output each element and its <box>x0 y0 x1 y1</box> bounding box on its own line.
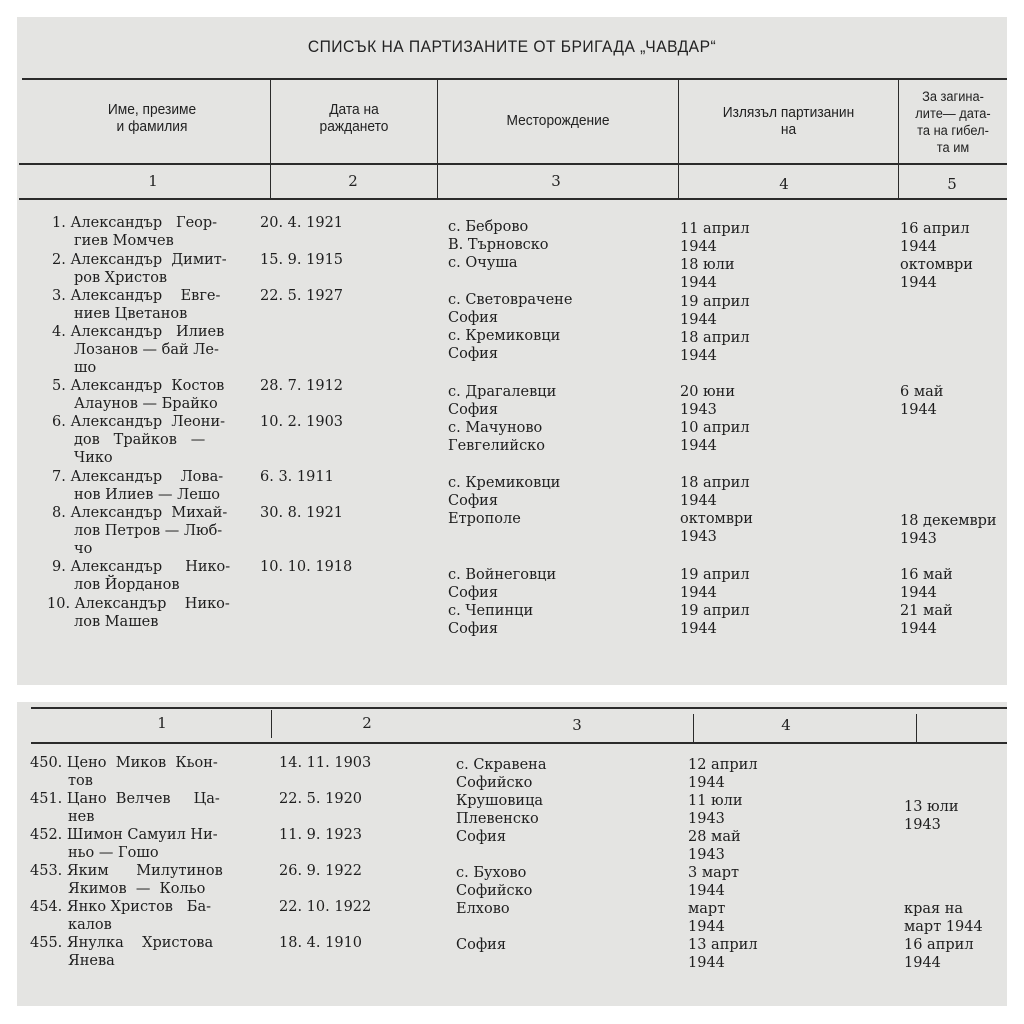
header-died: За загина- лите— дата- та на гибел- та им <box>915 89 991 155</box>
birthplace: с. Беброво В. Търновско <box>448 219 549 253</box>
name-line: тов <box>68 773 93 789</box>
birthplace: Етрополе <box>448 511 521 527</box>
birthplace: София <box>456 829 506 845</box>
name-line: 8. Александър Михай- <box>52 505 228 521</box>
name-line: 450. Цено Миков Кьон- <box>30 755 218 771</box>
header-bottom-rule <box>19 163 1007 165</box>
birth-date: 22. 10. 1922 <box>279 899 372 915</box>
name-line: 4. Александър Илиев <box>52 324 225 340</box>
name-line: лов Йорданов <box>74 577 180 593</box>
name-line: 5. Александър Костов <box>52 378 225 394</box>
joined-date: 10 април 1944 <box>680 420 750 454</box>
page-title: СПИСЪК НА ПАРТИЗАНИТЕ ОТ БРИГАДА „ЧАВДАР“ <box>307 37 717 56</box>
joined-date: 19 април 1944 <box>680 567 750 601</box>
column-number-3: 3 <box>572 716 582 734</box>
top-page-scan <box>17 17 1007 685</box>
birth-date: 10. 2. 1903 <box>260 414 344 430</box>
name-line: 452. Шимон Самуил Ни- <box>30 827 218 843</box>
name-line: 453. Яким Милутинов <box>30 863 223 879</box>
column-number-4: 4 <box>781 716 791 734</box>
table-top-rule <box>22 78 1007 80</box>
joined-date: 13 април 1944 <box>688 937 758 971</box>
name-line: ниев Цветанов <box>74 306 188 322</box>
birth-date: 18. 4. 1910 <box>279 935 363 951</box>
birthplace: с. Световрачене София <box>448 292 573 326</box>
birth-date: 30. 8. 1921 <box>260 505 344 521</box>
bottom-page-scan <box>17 702 1007 1006</box>
column-number-1: 1 <box>157 714 167 732</box>
joined-date: 19 април 1944 <box>680 603 750 637</box>
name-line: нев <box>68 809 95 825</box>
name-line: Якимов — Кольо <box>68 881 206 897</box>
birthplace: с. Чепинци София <box>448 603 534 637</box>
joined-date: 19 април 1944 <box>680 294 750 328</box>
birthplace: с. Очуша <box>448 255 518 271</box>
name-line: 10. Александър Нико- <box>47 596 230 612</box>
death-date: 6 май 1944 <box>900 384 944 418</box>
name-line: 451. Цано Велчев Ца- <box>30 791 220 807</box>
birth-date: 22. 5. 1920 <box>279 791 363 807</box>
birth-date: 15. 9. 1915 <box>260 252 344 268</box>
column-divider <box>437 79 438 199</box>
header-name: Име, презиме и фамилия <box>107 102 197 135</box>
name-line: нов Илиев — Лешо <box>74 487 221 503</box>
death-date: 16 април 1944 <box>900 221 970 255</box>
birthplace: с. Скравена Софийско <box>456 757 547 791</box>
joined-date: 11 юли 1943 <box>688 793 743 827</box>
header-joined: Излязъл партизанин на <box>722 105 855 138</box>
column-number-3: 3 <box>551 172 561 190</box>
column-divider <box>270 79 271 199</box>
death-date: края на март 1944 <box>904 901 983 935</box>
column-number-2: 2 <box>348 172 358 190</box>
name-line: дов Трайков — <box>74 432 206 448</box>
name-line: Янева <box>68 953 115 969</box>
name-line: шо <box>74 360 97 376</box>
birthplace: Елхово <box>456 901 510 917</box>
birthplace: с. Бухово Софийско <box>456 865 533 899</box>
name-line: гиев Момчев <box>74 233 174 249</box>
name-line: 9. Александър Нико- <box>52 559 231 575</box>
birth-date: 20. 4. 1921 <box>260 215 344 231</box>
death-date: 13 юли 1943 <box>904 799 959 833</box>
birth-date: 10. 10. 1918 <box>260 559 353 575</box>
birthplace: с. Драгалевци София <box>448 384 557 418</box>
header-birth-date: Дата на раждането <box>319 102 389 135</box>
name-line: ров Христов <box>74 270 168 286</box>
column-divider <box>678 79 679 199</box>
death-date: октомври 1944 <box>900 257 973 291</box>
column-number-1: 1 <box>148 172 158 190</box>
birthplace: с. Кремиковци София <box>448 475 561 509</box>
column-number-5: 5 <box>947 175 957 193</box>
name-line: 1. Александър Геор- <box>52 215 218 231</box>
name-line: Алаунов — Брайко <box>74 396 218 412</box>
joined-date: март 1944 <box>688 901 726 935</box>
column-divider <box>693 714 694 742</box>
name-line: калов <box>68 917 112 933</box>
numbers-bottom-rule <box>31 742 1007 744</box>
birth-date: 11. 9. 1923 <box>279 827 363 843</box>
birth-date: 6. 3. 1911 <box>260 469 334 485</box>
column-number-2: 2 <box>362 714 372 732</box>
column-divider <box>898 79 899 199</box>
joined-date: октомври 1943 <box>680 511 753 545</box>
joined-date: 12 април 1944 <box>688 757 758 791</box>
joined-date: 20 юни 1943 <box>680 384 736 418</box>
name-line: 3. Александър Евге- <box>52 288 221 304</box>
joined-date: 18 април 1944 <box>680 330 750 364</box>
header-birthplace: Месторождение <box>506 113 610 129</box>
column-number-4: 4 <box>779 175 789 193</box>
name-line: 6. Александър Леони- <box>52 414 226 430</box>
name-line: ньо — Гошо <box>68 845 159 861</box>
joined-date: 18 април 1944 <box>680 475 750 509</box>
name-line: 7. Александър Лова- <box>52 469 224 485</box>
death-date: 16 май 1944 <box>900 567 953 601</box>
birth-date: 26. 9. 1922 <box>279 863 363 879</box>
column-divider <box>916 714 917 742</box>
numbers-bottom-rule <box>19 198 1007 200</box>
numbers-top-rule <box>31 707 1007 709</box>
birthplace: с. Мачуново Гевгелийско <box>448 420 545 454</box>
death-date: 16 април 1944 <box>904 937 974 971</box>
birth-date: 28. 7. 1912 <box>260 378 344 394</box>
name-line: чо <box>74 541 93 557</box>
name-line: 2. Александър Димит- <box>52 252 227 268</box>
birthplace: с. Кремиковци София <box>448 328 561 362</box>
name-line: лов Машев <box>74 614 159 630</box>
name-line: Чико <box>74 450 113 466</box>
joined-date: 3 март 1944 <box>688 865 740 899</box>
joined-date: 28 май 1943 <box>688 829 741 863</box>
joined-date: 11 април 1944 <box>680 221 750 255</box>
death-date: 18 декември 1943 <box>900 513 997 547</box>
name-line: 455. Янулка Христова <box>30 935 214 951</box>
birth-date: 14. 11. 1903 <box>279 755 372 771</box>
name-line: Лозанов — бай Ле- <box>74 342 219 358</box>
joined-date: 18 юли 1944 <box>680 257 735 291</box>
birth-date: 22. 5. 1927 <box>260 288 344 304</box>
birthplace: Крушовица Плевенско <box>456 793 544 827</box>
birthplace: София <box>456 937 506 953</box>
column-divider <box>271 710 272 738</box>
birthplace: с. Войнеговци София <box>448 567 557 601</box>
name-line: лов Петров — Люб- <box>74 523 223 539</box>
death-date: 21 май 1944 <box>900 603 953 637</box>
name-line: 454. Янко Христов Ба- <box>30 899 212 915</box>
